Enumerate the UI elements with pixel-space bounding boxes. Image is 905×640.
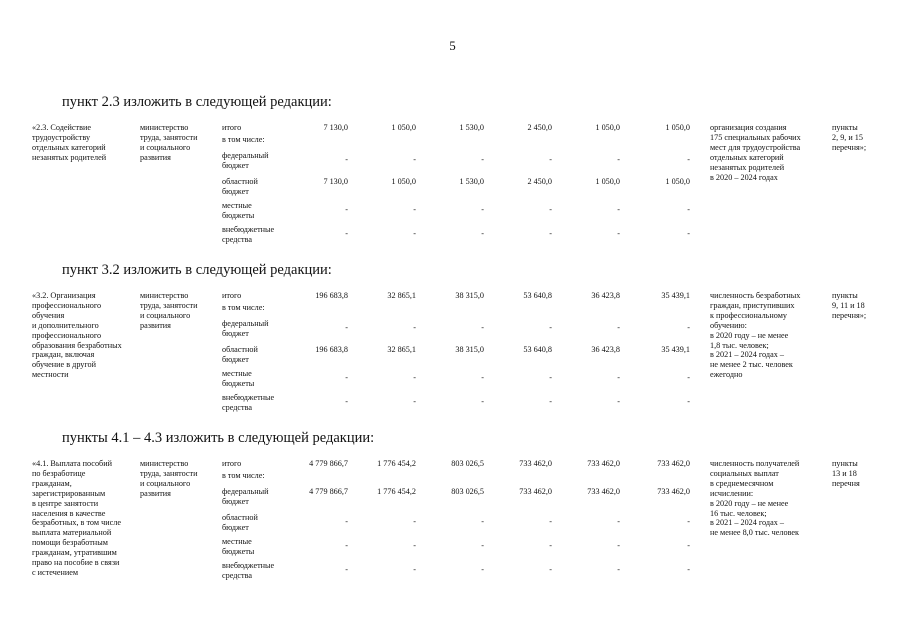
amount-cell: 36 423,8 bbox=[591, 291, 620, 300]
list-reference-line: 2, 9, и 15 bbox=[832, 132, 863, 142]
funding-source-label-line: бюджеты bbox=[222, 210, 255, 220]
empty-value-cell: - bbox=[413, 541, 416, 550]
target-indicator-line: ежегодно bbox=[710, 370, 743, 380]
funding-source-label-line: бюджеты bbox=[222, 546, 255, 556]
amount-cell: 1 530,0 bbox=[459, 177, 484, 186]
empty-value-cell: - bbox=[481, 229, 484, 238]
target-indicator-line: в среднемесячном bbox=[710, 478, 774, 488]
funding-source-label-line: бюджет bbox=[222, 354, 249, 364]
empty-value-cell: - bbox=[549, 397, 552, 406]
amount-cell: 53 640,8 bbox=[523, 291, 552, 300]
target-indicator-line: в 2021 – 2024 годах – bbox=[710, 350, 784, 360]
item-title-line: зарегистрированным bbox=[32, 488, 106, 498]
empty-value-cell: - bbox=[345, 155, 348, 164]
amount-cell: 7 130,0 bbox=[323, 123, 348, 132]
item-title-line: незанятых родителей bbox=[32, 152, 107, 162]
executor-line: и социального bbox=[140, 478, 191, 488]
amount-cell: 1 050,0 bbox=[665, 123, 690, 132]
funding-source-label-line: в том числе: bbox=[222, 303, 265, 312]
target-indicator-line: незанятых родителей bbox=[710, 162, 785, 172]
list-reference-line: пункты bbox=[832, 291, 858, 300]
amount-cell: 1 050,0 bbox=[665, 177, 690, 186]
target-indicator-line: социальных выплат bbox=[710, 468, 779, 478]
funding-source-label-line: внебюджетные bbox=[222, 561, 275, 570]
item-title bbox=[32, 123, 106, 163]
target-indicator-line: организация создания bbox=[710, 123, 787, 132]
item-title-line: населения в качестве bbox=[32, 508, 106, 518]
funding-source-label-line: местные bbox=[222, 369, 252, 378]
funding-source-label-line: итого bbox=[222, 123, 242, 132]
funding-source-label bbox=[222, 345, 258, 365]
executor-line: министерство bbox=[140, 291, 189, 300]
funding-source-label-line: в том числе: bbox=[222, 471, 265, 480]
item-title-line: выплата материальной bbox=[32, 528, 112, 538]
item-title-line: обучение в другой bbox=[32, 360, 97, 370]
empty-value-cell: - bbox=[617, 155, 620, 164]
empty-value-cell: - bbox=[617, 323, 620, 332]
empty-value-cell: - bbox=[549, 323, 552, 332]
section-heading: пункт 2.3 изложить в следующей редакции: bbox=[62, 94, 332, 110]
target-indicator-line: 1,8 тыс. человек; bbox=[710, 340, 769, 350]
amount-cell: 1 530,0 bbox=[459, 123, 484, 132]
funding-source-label-line: средства bbox=[222, 570, 253, 580]
item-title-line: в центре занятости bbox=[32, 498, 99, 508]
funding-source-label-line: областной bbox=[222, 177, 258, 186]
empty-value-cell: - bbox=[549, 541, 552, 550]
amount-cell: 1 050,0 bbox=[391, 123, 416, 132]
empty-value-cell: - bbox=[687, 323, 690, 332]
amount-cell: 1 050,0 bbox=[595, 123, 620, 132]
executor-line: развития bbox=[140, 488, 171, 498]
empty-value-cell: - bbox=[481, 397, 484, 406]
empty-value-cell: - bbox=[549, 373, 552, 382]
item-title-line: «2.3. Содействие bbox=[32, 123, 92, 132]
empty-value-cell: - bbox=[413, 229, 416, 238]
amount-cell: 1 776 454,2 bbox=[377, 487, 416, 496]
empty-value-cell: - bbox=[687, 229, 690, 238]
amount-cell: 38 315,0 bbox=[455, 291, 484, 300]
empty-value-cell: - bbox=[413, 323, 416, 332]
funding-source-label bbox=[222, 201, 254, 221]
funding-source-label-line: федеральный bbox=[222, 319, 269, 328]
amount-cell: 733 462,0 bbox=[657, 459, 690, 468]
amount-cell: 733 462,0 bbox=[519, 459, 552, 468]
amount-cell: 803 026,5 bbox=[451, 459, 484, 468]
empty-value-cell: - bbox=[345, 517, 348, 526]
amount-cell: 2 450,0 bbox=[527, 123, 552, 132]
funding-source-label-line: средства bbox=[222, 402, 253, 412]
page-number: 5 bbox=[449, 38, 456, 53]
target-indicator-line: численность безработных bbox=[710, 291, 801, 300]
funding-source-label-line: бюджет bbox=[222, 496, 249, 506]
list-reference-line: перечня bbox=[832, 478, 860, 488]
amount-cell: 1 050,0 bbox=[391, 177, 416, 186]
amount-cell: 196 683,8 bbox=[315, 291, 348, 300]
list-reference-line: перечня»; bbox=[832, 142, 867, 152]
amount-cell: 1 050,0 bbox=[595, 177, 620, 186]
empty-value-cell: - bbox=[687, 155, 690, 164]
list-reference-line: пункты bbox=[832, 459, 858, 468]
executor-line: труда, занятости bbox=[140, 132, 198, 142]
item-title-line: образования безработных bbox=[32, 340, 122, 350]
list-reference bbox=[832, 123, 866, 153]
item-title bbox=[32, 291, 122, 380]
empty-value-cell: - bbox=[687, 541, 690, 550]
amount-cell: 36 423,8 bbox=[591, 345, 620, 354]
funding-source-label bbox=[222, 537, 254, 557]
executor-line: и социального bbox=[140, 142, 191, 152]
funding-source-label-line: федеральный bbox=[222, 151, 269, 160]
empty-value-cell: - bbox=[481, 565, 484, 574]
target-indicator-line: не менее 8,0 тыс. человек bbox=[710, 528, 800, 538]
empty-value-cell: - bbox=[687, 565, 690, 574]
target-indicator-line: в 2020 году – не менее bbox=[710, 498, 789, 508]
item-title-line: безработных, в том числе bbox=[32, 518, 121, 528]
executor-line: труда, занятости bbox=[140, 300, 198, 310]
item-title-line: помощи безработным bbox=[32, 538, 108, 548]
funding-source-label bbox=[222, 319, 269, 339]
empty-value-cell: - bbox=[481, 517, 484, 526]
target-indicator-line: в 2021 – 2024 годах – bbox=[710, 518, 784, 528]
empty-value-cell: - bbox=[687, 205, 690, 214]
funding-source-label-line: в том числе: bbox=[222, 135, 265, 144]
funding-source-label-line: бюджеты bbox=[222, 378, 255, 388]
empty-value-cell: - bbox=[549, 155, 552, 164]
empty-value-cell: - bbox=[481, 155, 484, 164]
target-indicator-line: не менее 2 тыс. человек bbox=[710, 360, 793, 370]
empty-value-cell: - bbox=[481, 373, 484, 382]
section-heading: пункты 4.1 – 4.3 изложить в следующей редакции: bbox=[62, 430, 375, 446]
funding-source-label bbox=[222, 561, 274, 581]
empty-value-cell: - bbox=[617, 229, 620, 238]
target-indicator-line: в 2020 – 2024 годах bbox=[710, 172, 778, 182]
target-indicator bbox=[710, 123, 801, 182]
item-title-line: право на пособие в связи bbox=[32, 558, 120, 568]
target-indicator bbox=[710, 459, 799, 538]
item-title-line: профессионального bbox=[32, 330, 102, 340]
empty-value-cell: - bbox=[549, 229, 552, 238]
item-title-line: местности bbox=[32, 370, 69, 380]
empty-value-cell: - bbox=[617, 517, 620, 526]
empty-value-cell: - bbox=[413, 397, 416, 406]
empty-value-cell: - bbox=[481, 541, 484, 550]
empty-value-cell: - bbox=[687, 373, 690, 382]
funding-source-label bbox=[222, 303, 265, 313]
item-title-line: по безработице bbox=[32, 468, 86, 478]
amount-cell: 803 026,5 bbox=[451, 487, 484, 496]
empty-value-cell: - bbox=[413, 205, 416, 214]
item-title-line: «4.1. Выплата пособий bbox=[32, 459, 112, 468]
target-indicator-line: 16 тыс. человек; bbox=[710, 508, 767, 518]
amount-cell: 733 462,0 bbox=[587, 459, 620, 468]
target-indicator-line: в 2020 году – не менее bbox=[710, 330, 789, 340]
item-title-line: трудоустройству bbox=[32, 132, 91, 142]
funding-source-label bbox=[222, 487, 269, 507]
target-indicator bbox=[710, 291, 800, 380]
funding-source-label-line: областной bbox=[222, 345, 258, 354]
amount-cell: 2 450,0 bbox=[527, 177, 552, 186]
item-title-line: «3.2. Организация bbox=[32, 291, 96, 300]
target-indicator-line: отдельных категорий bbox=[710, 152, 784, 162]
amount-cell: 32 865,1 bbox=[387, 345, 416, 354]
funding-source-label bbox=[222, 369, 254, 389]
item-title-line: граждан, включая bbox=[32, 350, 95, 360]
funding-source-label bbox=[222, 123, 241, 133]
executor-line: труда, занятости bbox=[140, 468, 198, 478]
funding-source-label-line: бюджет bbox=[222, 186, 249, 196]
list-reference bbox=[832, 291, 866, 321]
list-reference-line: перечня»; bbox=[832, 310, 867, 320]
target-indicator-line: к профессиональному bbox=[710, 310, 787, 320]
empty-value-cell: - bbox=[549, 205, 552, 214]
empty-value-cell: - bbox=[413, 373, 416, 382]
funding-source-label bbox=[222, 459, 241, 469]
funding-source-label-line: итого bbox=[222, 459, 242, 468]
empty-value-cell: - bbox=[617, 565, 620, 574]
executor-line: развития bbox=[140, 320, 171, 330]
empty-value-cell: - bbox=[345, 323, 348, 332]
funding-source-label-line: областной bbox=[222, 513, 258, 522]
funding-source-label-line: итого bbox=[222, 291, 242, 300]
target-indicator-line: мест для трудоустройства bbox=[710, 142, 801, 152]
list-reference-line: пункты bbox=[832, 123, 858, 132]
amount-cell: 38 315,0 bbox=[455, 345, 484, 354]
empty-value-cell: - bbox=[617, 373, 620, 382]
funding-source-label bbox=[222, 513, 258, 533]
empty-value-cell: - bbox=[617, 541, 620, 550]
executor bbox=[140, 123, 198, 163]
target-indicator-line: численность получателей bbox=[710, 459, 800, 468]
funding-source-label-line: бюджет bbox=[222, 522, 249, 532]
executor-line: развития bbox=[140, 152, 171, 162]
empty-value-cell: - bbox=[413, 517, 416, 526]
amount-cell: 7 130,0 bbox=[323, 177, 348, 186]
funding-source-label bbox=[222, 151, 269, 171]
empty-value-cell: - bbox=[345, 205, 348, 214]
funding-source-label bbox=[222, 135, 265, 145]
empty-value-cell: - bbox=[413, 565, 416, 574]
empty-value-cell: - bbox=[549, 517, 552, 526]
empty-value-cell: - bbox=[617, 397, 620, 406]
item-title-line: и дополнительного bbox=[32, 320, 99, 330]
empty-value-cell: - bbox=[481, 205, 484, 214]
empty-value-cell: - bbox=[345, 229, 348, 238]
amount-cell: 35 439,1 bbox=[661, 291, 690, 300]
funding-source-label-line: бюджет bbox=[222, 328, 249, 338]
funding-source-label bbox=[222, 225, 274, 245]
empty-value-cell: - bbox=[549, 565, 552, 574]
funding-source-label-line: бюджет bbox=[222, 160, 249, 170]
amount-cell: 4 779 866,7 bbox=[309, 487, 348, 496]
target-indicator-line: исчислении: bbox=[710, 488, 754, 498]
target-indicator-line: граждан, приступивших bbox=[710, 300, 795, 310]
empty-value-cell: - bbox=[481, 323, 484, 332]
executor bbox=[140, 459, 198, 499]
list-reference bbox=[832, 459, 860, 489]
empty-value-cell: - bbox=[345, 565, 348, 574]
funding-source-label bbox=[222, 393, 274, 413]
funding-source-label-line: средства bbox=[222, 234, 253, 244]
funding-source-label bbox=[222, 177, 258, 197]
target-indicator-line: 175 специальных рабочих bbox=[710, 132, 801, 142]
empty-value-cell: - bbox=[345, 397, 348, 406]
funding-source-label-line: внебюджетные bbox=[222, 225, 275, 234]
empty-value-cell: - bbox=[345, 541, 348, 550]
amount-cell: 1 776 454,2 bbox=[377, 459, 416, 468]
amount-cell: 733 462,0 bbox=[519, 487, 552, 496]
target-indicator-line: обучению: bbox=[710, 320, 747, 330]
amount-cell: 53 640,8 bbox=[523, 345, 552, 354]
executor bbox=[140, 291, 198, 331]
list-reference-line: 13 и 18 bbox=[832, 468, 857, 478]
empty-value-cell: - bbox=[687, 517, 690, 526]
funding-source-label-line: местные bbox=[222, 201, 252, 210]
section-heading: пункт 3.2 изложить в следующей редакции: bbox=[62, 262, 332, 278]
item-title-line: обучения bbox=[32, 310, 65, 320]
funding-source-label-line: федеральный bbox=[222, 487, 269, 496]
funding-source-label-line: местные bbox=[222, 537, 252, 546]
amount-cell: 196 683,8 bbox=[315, 345, 348, 354]
item-title-line: отдельных категорий bbox=[32, 142, 106, 152]
item-title-line: с истечением bbox=[32, 567, 79, 577]
funding-source-label bbox=[222, 471, 265, 481]
empty-value-cell: - bbox=[687, 397, 690, 406]
empty-value-cell: - bbox=[413, 155, 416, 164]
executor-line: министерство bbox=[140, 459, 189, 468]
funding-source-label-line: внебюджетные bbox=[222, 393, 275, 402]
executor-line: и социального bbox=[140, 310, 191, 320]
executor-line: министерство bbox=[140, 123, 189, 132]
amount-cell: 733 462,0 bbox=[657, 487, 690, 496]
item-title-line: гражданам, утратившим bbox=[32, 548, 117, 558]
item-title-line: профессионального bbox=[32, 300, 102, 310]
item-title-line: гражданам, bbox=[32, 478, 72, 488]
empty-value-cell: - bbox=[617, 205, 620, 214]
amount-cell: 4 779 866,7 bbox=[309, 459, 348, 468]
empty-value-cell: - bbox=[345, 373, 348, 382]
list-reference-line: 9, 11 и 18 bbox=[832, 300, 865, 310]
amount-cell: 35 439,1 bbox=[661, 345, 690, 354]
item-title bbox=[32, 459, 121, 578]
amount-cell: 733 462,0 bbox=[587, 487, 620, 496]
amount-cell: 32 865,1 bbox=[387, 291, 416, 300]
funding-source-label bbox=[222, 291, 241, 301]
